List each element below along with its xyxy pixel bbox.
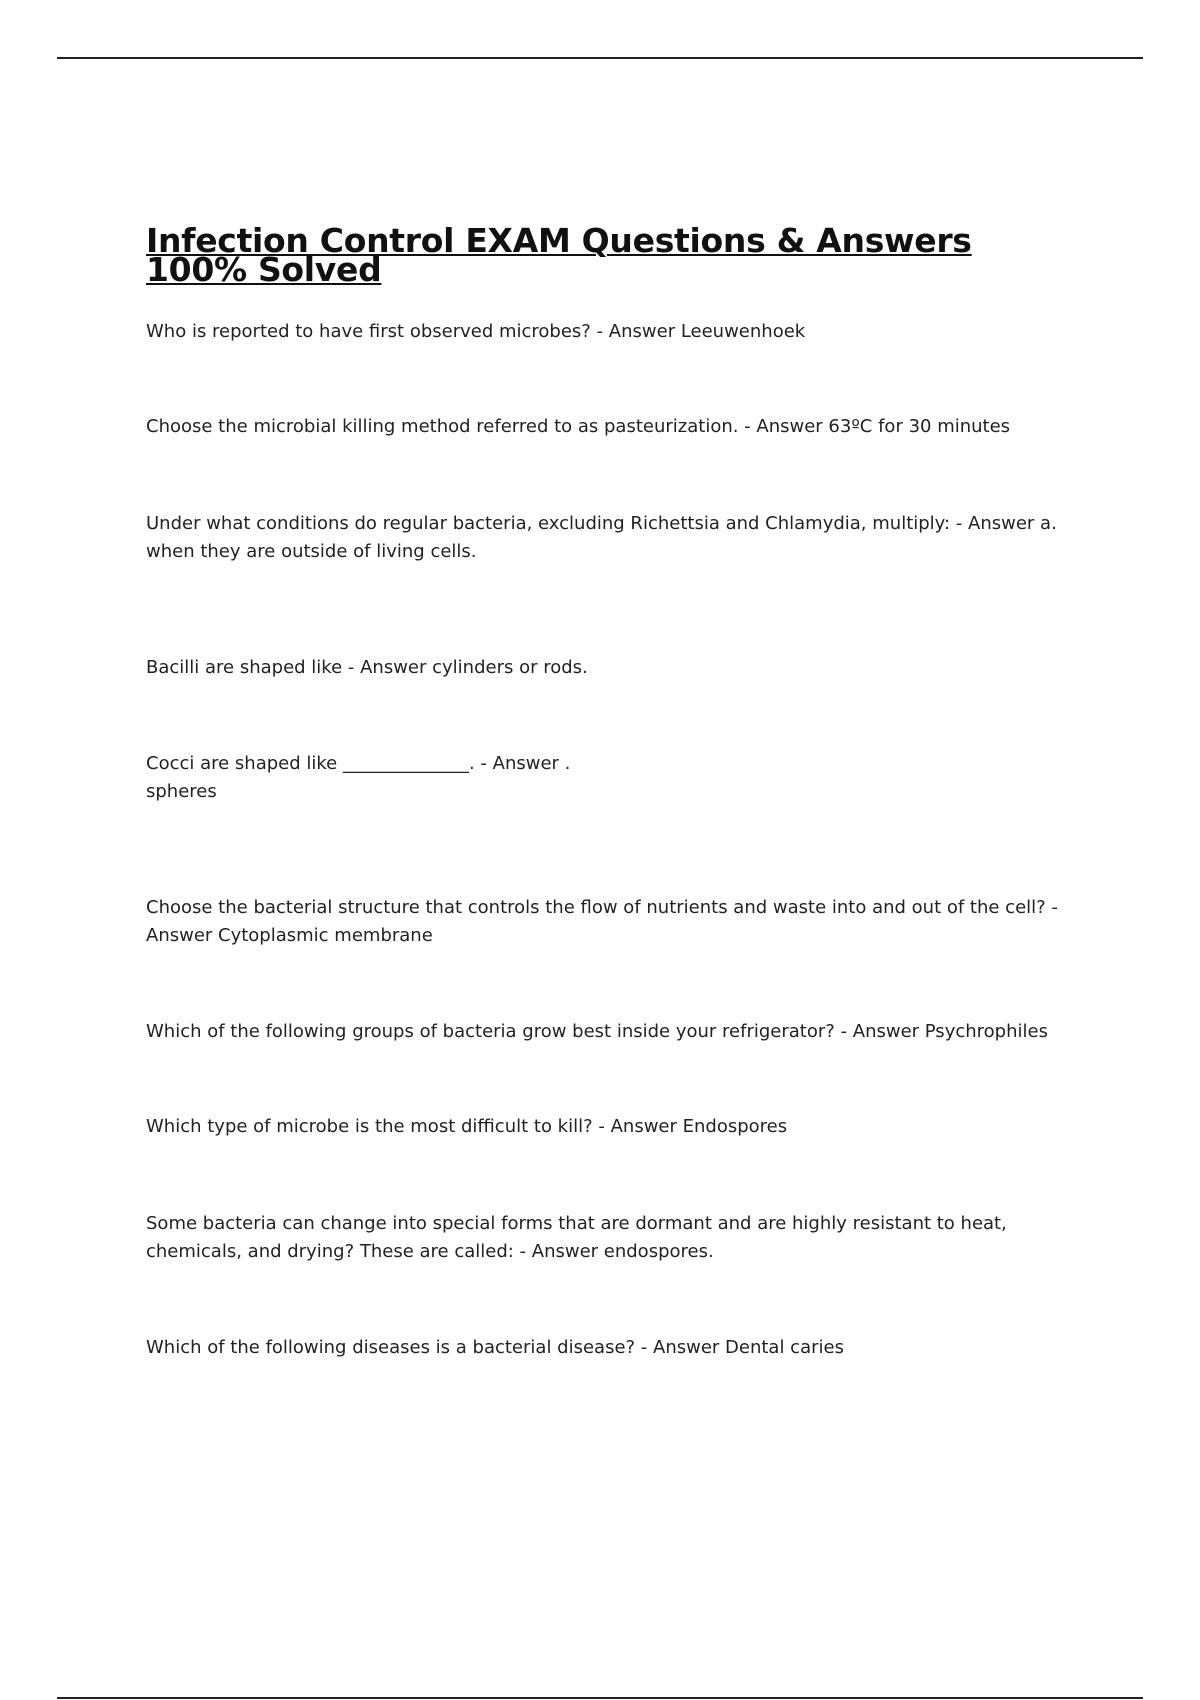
- qa-item-5: [146, 750, 1076, 816]
- qa-item-3-line-1: Under what conditions do regular bacteria, excluding Richettsia and Chlamydia, multiply: - Answer a.: [146, 513, 1057, 534]
- qa-item-5-line-2: spheres: [146, 781, 217, 802]
- bottom-rule: [57, 1697, 1143, 1699]
- document-title: Infection Control EXAM Questions & Answers 100% Solved: [146, 221, 972, 289]
- qa-item-3: [146, 510, 1076, 576]
- top-rule: [57, 57, 1143, 59]
- qa-item-10: Which of the following diseases is a bacterial disease? - Answer Dental caries: [146, 1337, 844, 1358]
- qa-item-2: Choose the microbial killing method referred to as pasteurization. - Answer 63ºC for 30 minutes: [146, 416, 1011, 437]
- qa-item-1: Who is reported to have first observed microbes? - Answer Leeuwenhoek: [146, 321, 806, 342]
- qa-item-9: Some bacteria can change into special forms that are dormant and are highly resistant to heat, chemicals, and drying? These are called: - Answer endospores.: [146, 1213, 1007, 1262]
- qa-item-3-line-2: when they are outside of living cells.: [146, 541, 477, 562]
- qa-item-4: Bacilli are shaped like - Answer cylinders or rods.: [146, 657, 588, 678]
- qa-item-5-line-1: Cocci are shaped like ______________. - Answer .: [146, 753, 571, 774]
- qa-item-7: Which of the following groups of bacteria grow best inside your refrigerator? - Answer Psychrophiles: [146, 1021, 1048, 1042]
- qa-item-8: Which type of microbe is the most difficult to kill? - Answer Endospores: [146, 1116, 788, 1137]
- qa-item-6: Choose the bacterial structure that controls the flow of nutrients and waste into and out of the cell? - Answer Cytoplasmic membrane: [146, 897, 1058, 946]
